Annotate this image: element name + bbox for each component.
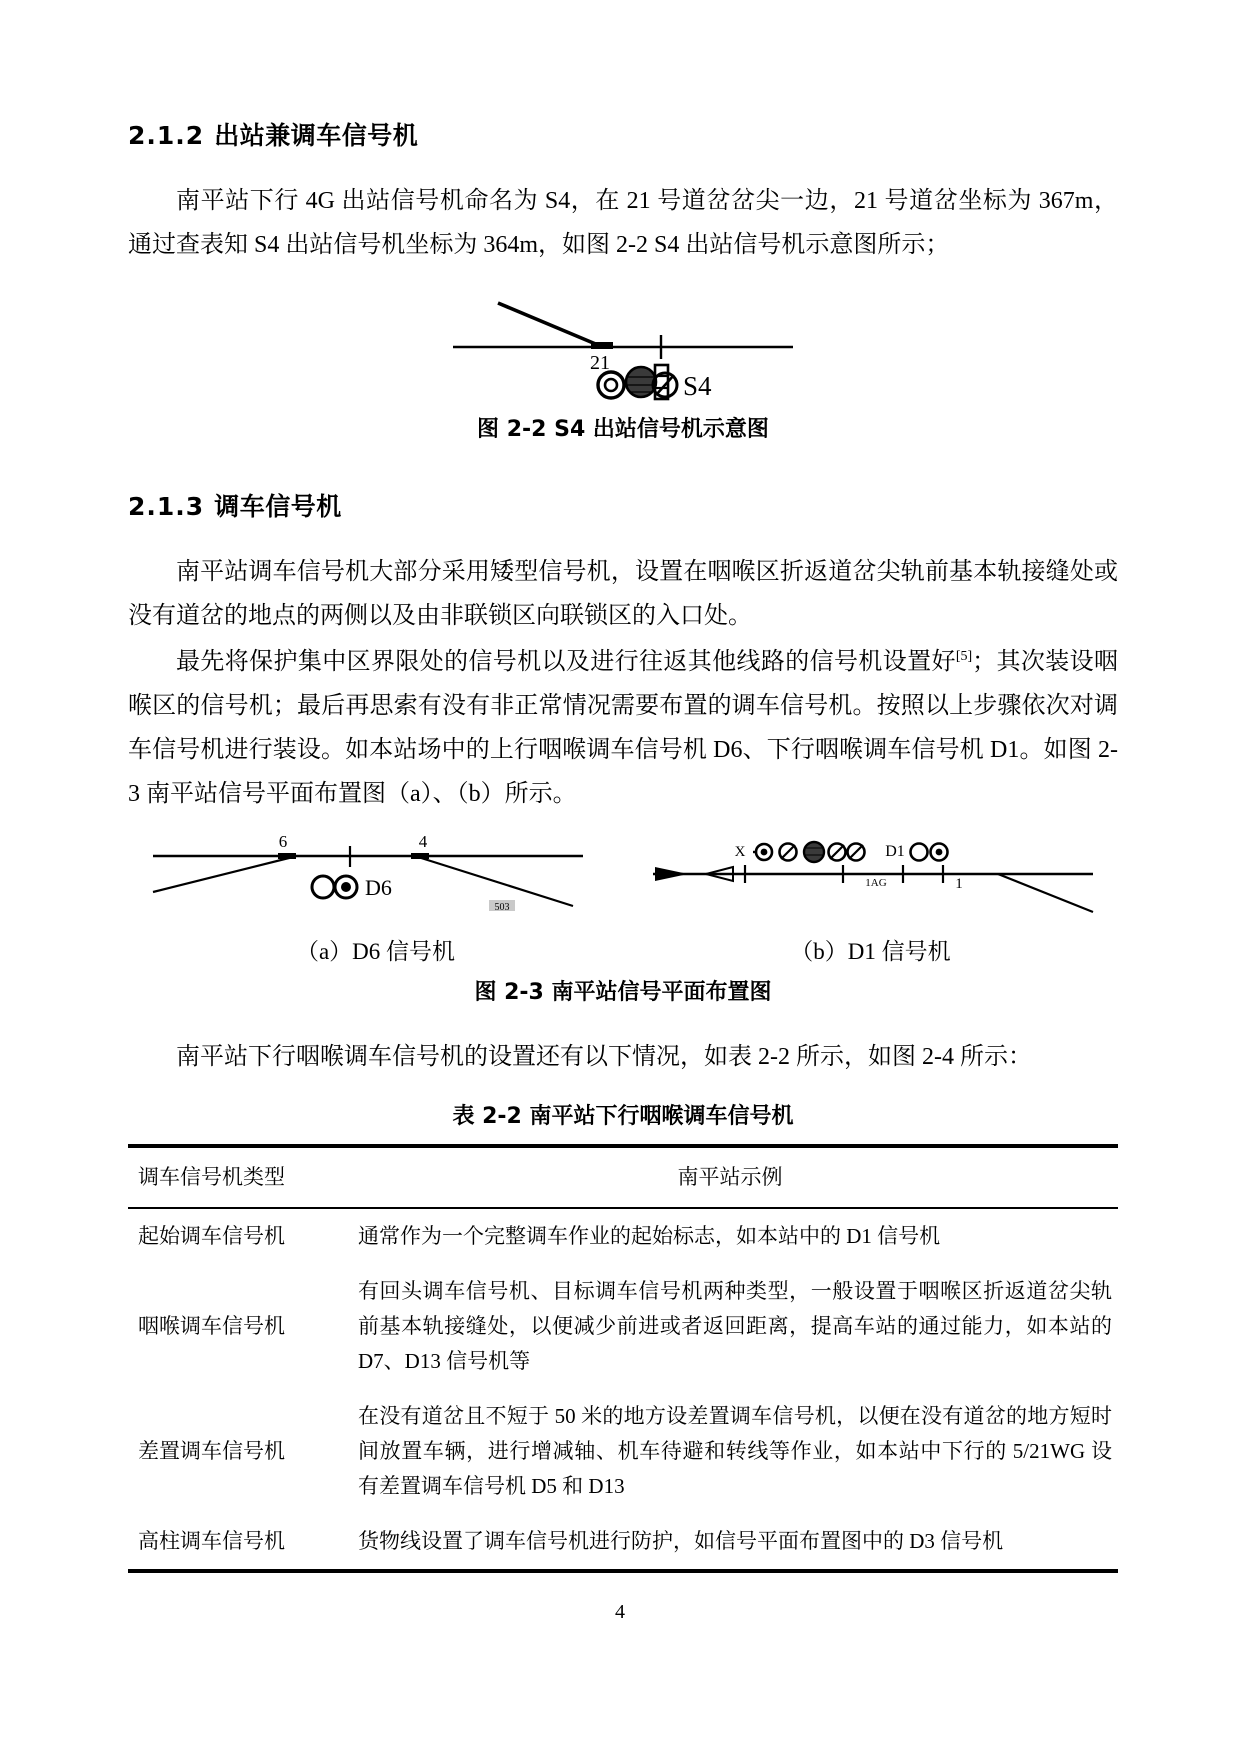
- heading-2-1-2: [128, 120, 1118, 153]
- table-cell-type: 咽喉调车信号机: [138, 1313, 285, 1338]
- table-cell-type: 差置调车信号机: [138, 1438, 285, 1463]
- figure-2-3-a-signal-label: D6: [365, 874, 392, 900]
- figure-2-2-caption: 图 2-2 S4 出站信号机示意图: [477, 416, 769, 442]
- figure-2-2-signal-label: S4: [683, 370, 712, 401]
- figure-2-2-switch-label: 21: [590, 351, 610, 374]
- figure-2-3-panel-a: [153, 834, 583, 913]
- table-header: [128, 1148, 1118, 1208]
- table-cell-example: 货物线设置了调车信号机进行防护，如信号平面布置图中的 D3 信号机: [358, 1528, 1004, 1553]
- heading-text: 出站兼调车信号机: [214, 121, 419, 150]
- heading-number-2: 2.1.3: [128, 492, 205, 522]
- table-cell-type: 起始调车信号机: [128, 1208, 342, 1264]
- paragraph-2-1-2-1: 南平站下行 4G 出站信号机命名为 S4，在 21 号道岔岔尖一边，21 号道岔坐标为 367m，通过查表知 S4 出站信号机坐标为 364m，如图 2-2 S4 出站信号机示意图所示；: [128, 187, 1118, 258]
- figure-2-3-diagram: [143, 834, 1103, 934]
- table-cell-example: 通常作为一个完整调车作业的起始标志，如本站中的 D1 信号机: [342, 1208, 1118, 1264]
- table-row: [128, 1514, 1118, 1569]
- table-cell-type: 高柱调车信号机: [138, 1528, 285, 1553]
- figure-2-3-subcaption-b: （b）D1 信号机: [790, 938, 951, 964]
- table-cell-example: 有回头调车信号机、目标调车信号机两种类型，一般设置于咽喉区折返道岔尖轨前基本轨接缝处，以便减少前进或者返回距离，提高车站的通过能力，如本站的 D7、D13 信号机等: [358, 1278, 1112, 1373]
- table-cell-example: 在没有道岔且不短于 50 米的地方设差置调车信号机，以便在没有道岔的地方短时间放置车辆，进行增减轴、机车待避和转线等作业，如本站中下行的 5/21WG 设有差置调车信号机 D5 和 D13: [358, 1403, 1112, 1498]
- table-row: [128, 1389, 1118, 1514]
- table-2-2: [128, 1148, 1118, 1569]
- table-header-type: 调车信号机类型: [138, 1164, 285, 1189]
- figure-2-3-subcaptions: [128, 936, 1118, 968]
- figure-2-3-a-switch-right: 4: [418, 833, 428, 851]
- figure-2-2-diagram: [443, 285, 803, 405]
- figure-2-3-panel-b: [653, 842, 1093, 912]
- figure-2-3-b-limit-marker: X: [734, 843, 746, 860]
- table-header-row: [128, 1148, 1118, 1208]
- paragraph-2-1-3-3: 南平站下行咽喉调车信号机的设置还有以下情况，如表 2-2 所示，如图 2-4 所示：: [176, 1043, 1032, 1070]
- figure-2-3-a-switch-left: 6: [278, 833, 288, 851]
- figure-2-3-subcaption-a: （a）D6 信号机: [295, 938, 456, 964]
- heading-text-2: 调车信号机: [214, 492, 342, 522]
- figure-2-3: [128, 834, 1118, 968]
- table-row: [128, 1264, 1118, 1389]
- heading-number: 2.1.2: [128, 121, 205, 150]
- figure-2-3-b-track-label: 1: [955, 875, 963, 892]
- figure-2-3-b-segment-label: 1AG: [865, 876, 887, 889]
- table-header-example: 南平站示例: [677, 1164, 783, 1189]
- table-row: [128, 1208, 1118, 1264]
- page-number: 4: [615, 1601, 625, 1623]
- figure-2-3-a-small-label: 503: [494, 901, 510, 913]
- paragraph-2-1-3-1: 南平站调车信号机大部分采用矮型信号机，设置在咽喉区折返道岔尖轨前基本轨接缝处或没有道岔的地点的两侧以及由非联锁区向联锁区的入口处。: [128, 558, 1118, 629]
- heading-2-1-3: [128, 491, 1118, 524]
- table-rule-bottom: [128, 1569, 1118, 1573]
- figure-2-3-b-signal-label: D1: [885, 842, 905, 860]
- table-body: [128, 1208, 1118, 1569]
- footnote-marker: [5]: [955, 648, 973, 664]
- figure-2-3-caption: 图 2-3 南平站信号平面布置图: [474, 979, 772, 1005]
- table-2-2-title: 表 2-2 南平站下行咽喉调车信号机: [452, 1103, 794, 1129]
- paragraph-2-1-3-2: 最先将保护集中区界限处的信号机以及进行往返其他线路的信号机设置好[5]；其次装设咽喉区的信号机；最后再思索有没有非正常情况需要布置的调车信号机。按照以上步骤依次对调车信号机进行装设。如本站场中的上行咽喉调车信号机 D6、下行咽喉调车信号机 D1。如图 2-3 南平站信号平面布置图（a）、（b）所示。: [128, 648, 1119, 807]
- figure-2-2: [128, 285, 1118, 405]
